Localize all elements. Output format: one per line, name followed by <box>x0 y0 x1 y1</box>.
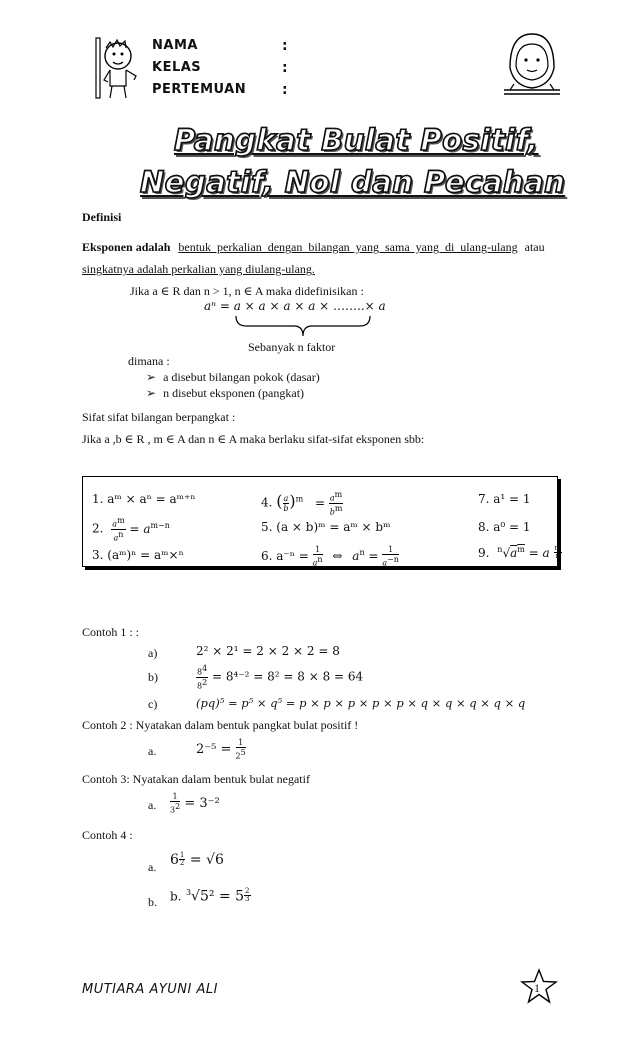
dimana-label: dimana : <box>128 354 170 368</box>
header-label-kelas: KELAS <box>152 60 202 75</box>
contoh3-a: $\frac{1}{3^2}$ = 3⁻² <box>170 792 220 815</box>
contoh4-b-label: b. <box>148 895 157 909</box>
contoh4-a: 6 $\frac{1}{2}$ = √6 <box>170 851 224 868</box>
contoh1-b-label: b) <box>148 670 158 684</box>
property-2-number: 2. <box>92 521 104 536</box>
contoh2-a-expr: 2⁻⁵ = <box>196 741 232 757</box>
sifat-heading: Sifat sifat bilangan berpangkat : <box>82 410 236 424</box>
bullet-arrow-icon: ➢ <box>146 386 157 400</box>
bullet-item-2: n disebut eksponen (pangkat) <box>163 386 305 400</box>
property-3: 3. (aᵐ)ⁿ = aᵐ×ⁿ <box>92 548 184 562</box>
definisi-text-line1: bentuk perkalian dengan bilangan yang sama yang di ulang-ulang <box>178 240 518 254</box>
contoh4-a-label: a. <box>148 860 157 874</box>
property-2: 2. $\frac{a^m}{a^n}$ = $a^{m-n}$ <box>92 516 170 543</box>
brace-icon <box>234 314 372 338</box>
definisi-bold-term: Eksponen adalah <box>82 240 171 254</box>
title-line-1: Pangkat Bulat Positif, <box>174 123 539 157</box>
contoh4-heading: Contoh 4 : <box>82 828 133 842</box>
property-8: 8. a⁰ = 1 <box>478 520 531 534</box>
footer-author: MUTIARA AYUNI ALI <box>82 982 218 997</box>
contoh1-heading: Contoh 1 : : <box>82 625 140 639</box>
contoh4-a-expr: = √6 <box>189 852 224 868</box>
cartoon-girl-image <box>500 28 562 100</box>
cartoon-boy-image <box>88 36 144 100</box>
property-9: 9. $^n√a^m = a$ $\frac{m}{n}$ <box>478 544 562 560</box>
contoh1-a-label: a) <box>148 646 158 660</box>
contoh1-b: $\frac{8^4}{8^2}$ = 8⁴⁻² = 8² = 8 × 8 = 64 <box>197 664 364 691</box>
header-label-nama: NAMA <box>152 38 198 53</box>
definisi-text-line2: singkatnya adalah perkalian yang diulang-ulang. <box>82 262 315 276</box>
contoh4-b-prefix: b. <box>170 889 182 904</box>
contoh1-a-expr: 2² × 2¹ = 2 × 2 × 2 = 8 <box>196 644 340 658</box>
bullet-item-1: a disebut bilangan pokok (dasar) <box>163 370 320 384</box>
contoh3-a-label: a. <box>148 798 157 812</box>
contoh2-a-label: a. <box>148 744 157 758</box>
property-9-number: 9. <box>478 546 490 560</box>
contoh1-c-expr: (pq)⁵ = p⁵ × q⁵ = p × p × p × p × p × q × q × q × q × q <box>196 696 526 710</box>
property-4-number: 4. <box>261 495 273 510</box>
contoh2-heading: Contoh 2 : Nyatakan dalam bentuk pangkat bulat positif ! <box>82 718 359 732</box>
contoh1-c-label: c) <box>148 697 158 711</box>
brace-label: Sebanyak n faktor <box>248 340 336 354</box>
contoh1-b-expr: = 8⁴⁻² = 8² = 8 × 8 = 64 <box>212 669 364 684</box>
property-7: 7. a¹ = 1 <box>478 492 531 506</box>
bullet-arrow-icon: ➢ <box>146 370 157 384</box>
definisi-jika: Jika a ∈ R dan n > 1, n ∈ A maka didefinisikan : <box>130 284 364 298</box>
header-label-pertemuan: PERTEMUAN <box>152 82 247 97</box>
property-6-text: 6. a⁻ⁿ = <box>261 548 309 563</box>
definisi-heading: Definisi <box>82 210 122 224</box>
definisi-formula: aⁿ = a × a × a × a × ……..× a <box>204 299 386 313</box>
contoh2-a: 2⁻⁵ = $\frac{1}{2^5}$ <box>196 738 246 761</box>
contoh4-b: b. $^3$√5² = 5 $\frac{2}{3}$ <box>170 887 250 905</box>
header-colon-kelas: : <box>282 60 288 76</box>
title-line-2: Negatif, Nol dan Pecahan <box>140 165 566 199</box>
contoh3-a-expr: = 3⁻² <box>184 795 220 811</box>
header-colon-pertemuan: : <box>282 82 288 98</box>
property-1: 1. aᵐ × aⁿ = aᵐ⁺ⁿ <box>92 492 196 506</box>
property-4: 4. ( $\frac{a}{b}$ )$^m$ = $\frac{a^m}{b^m}$ <box>261 490 343 517</box>
property-6: 6. a⁻ⁿ = $\frac{1}{a^n}$ ⇔ $a^n$ = $\frac{1}{a^{-n}}$ <box>261 545 399 568</box>
contoh3-heading: Contoh 3: Nyatakan dalam bentuk bulat negatif <box>82 772 310 786</box>
property-5: 5. (a × b)ᵐ = aᵐ × bᵐ <box>261 520 391 534</box>
contoh4-b-expr: √5² = 5 <box>191 888 245 905</box>
sifat-jika: Jika a ,b ∈ R , m ∈ A dan n ∈ A maka berlaku sifat-sifat eksponen sbb: <box>82 432 425 446</box>
page-number: 1 <box>534 981 540 995</box>
header-colon-nama: : <box>282 38 288 54</box>
definisi-text-tail: atau <box>524 240 545 254</box>
